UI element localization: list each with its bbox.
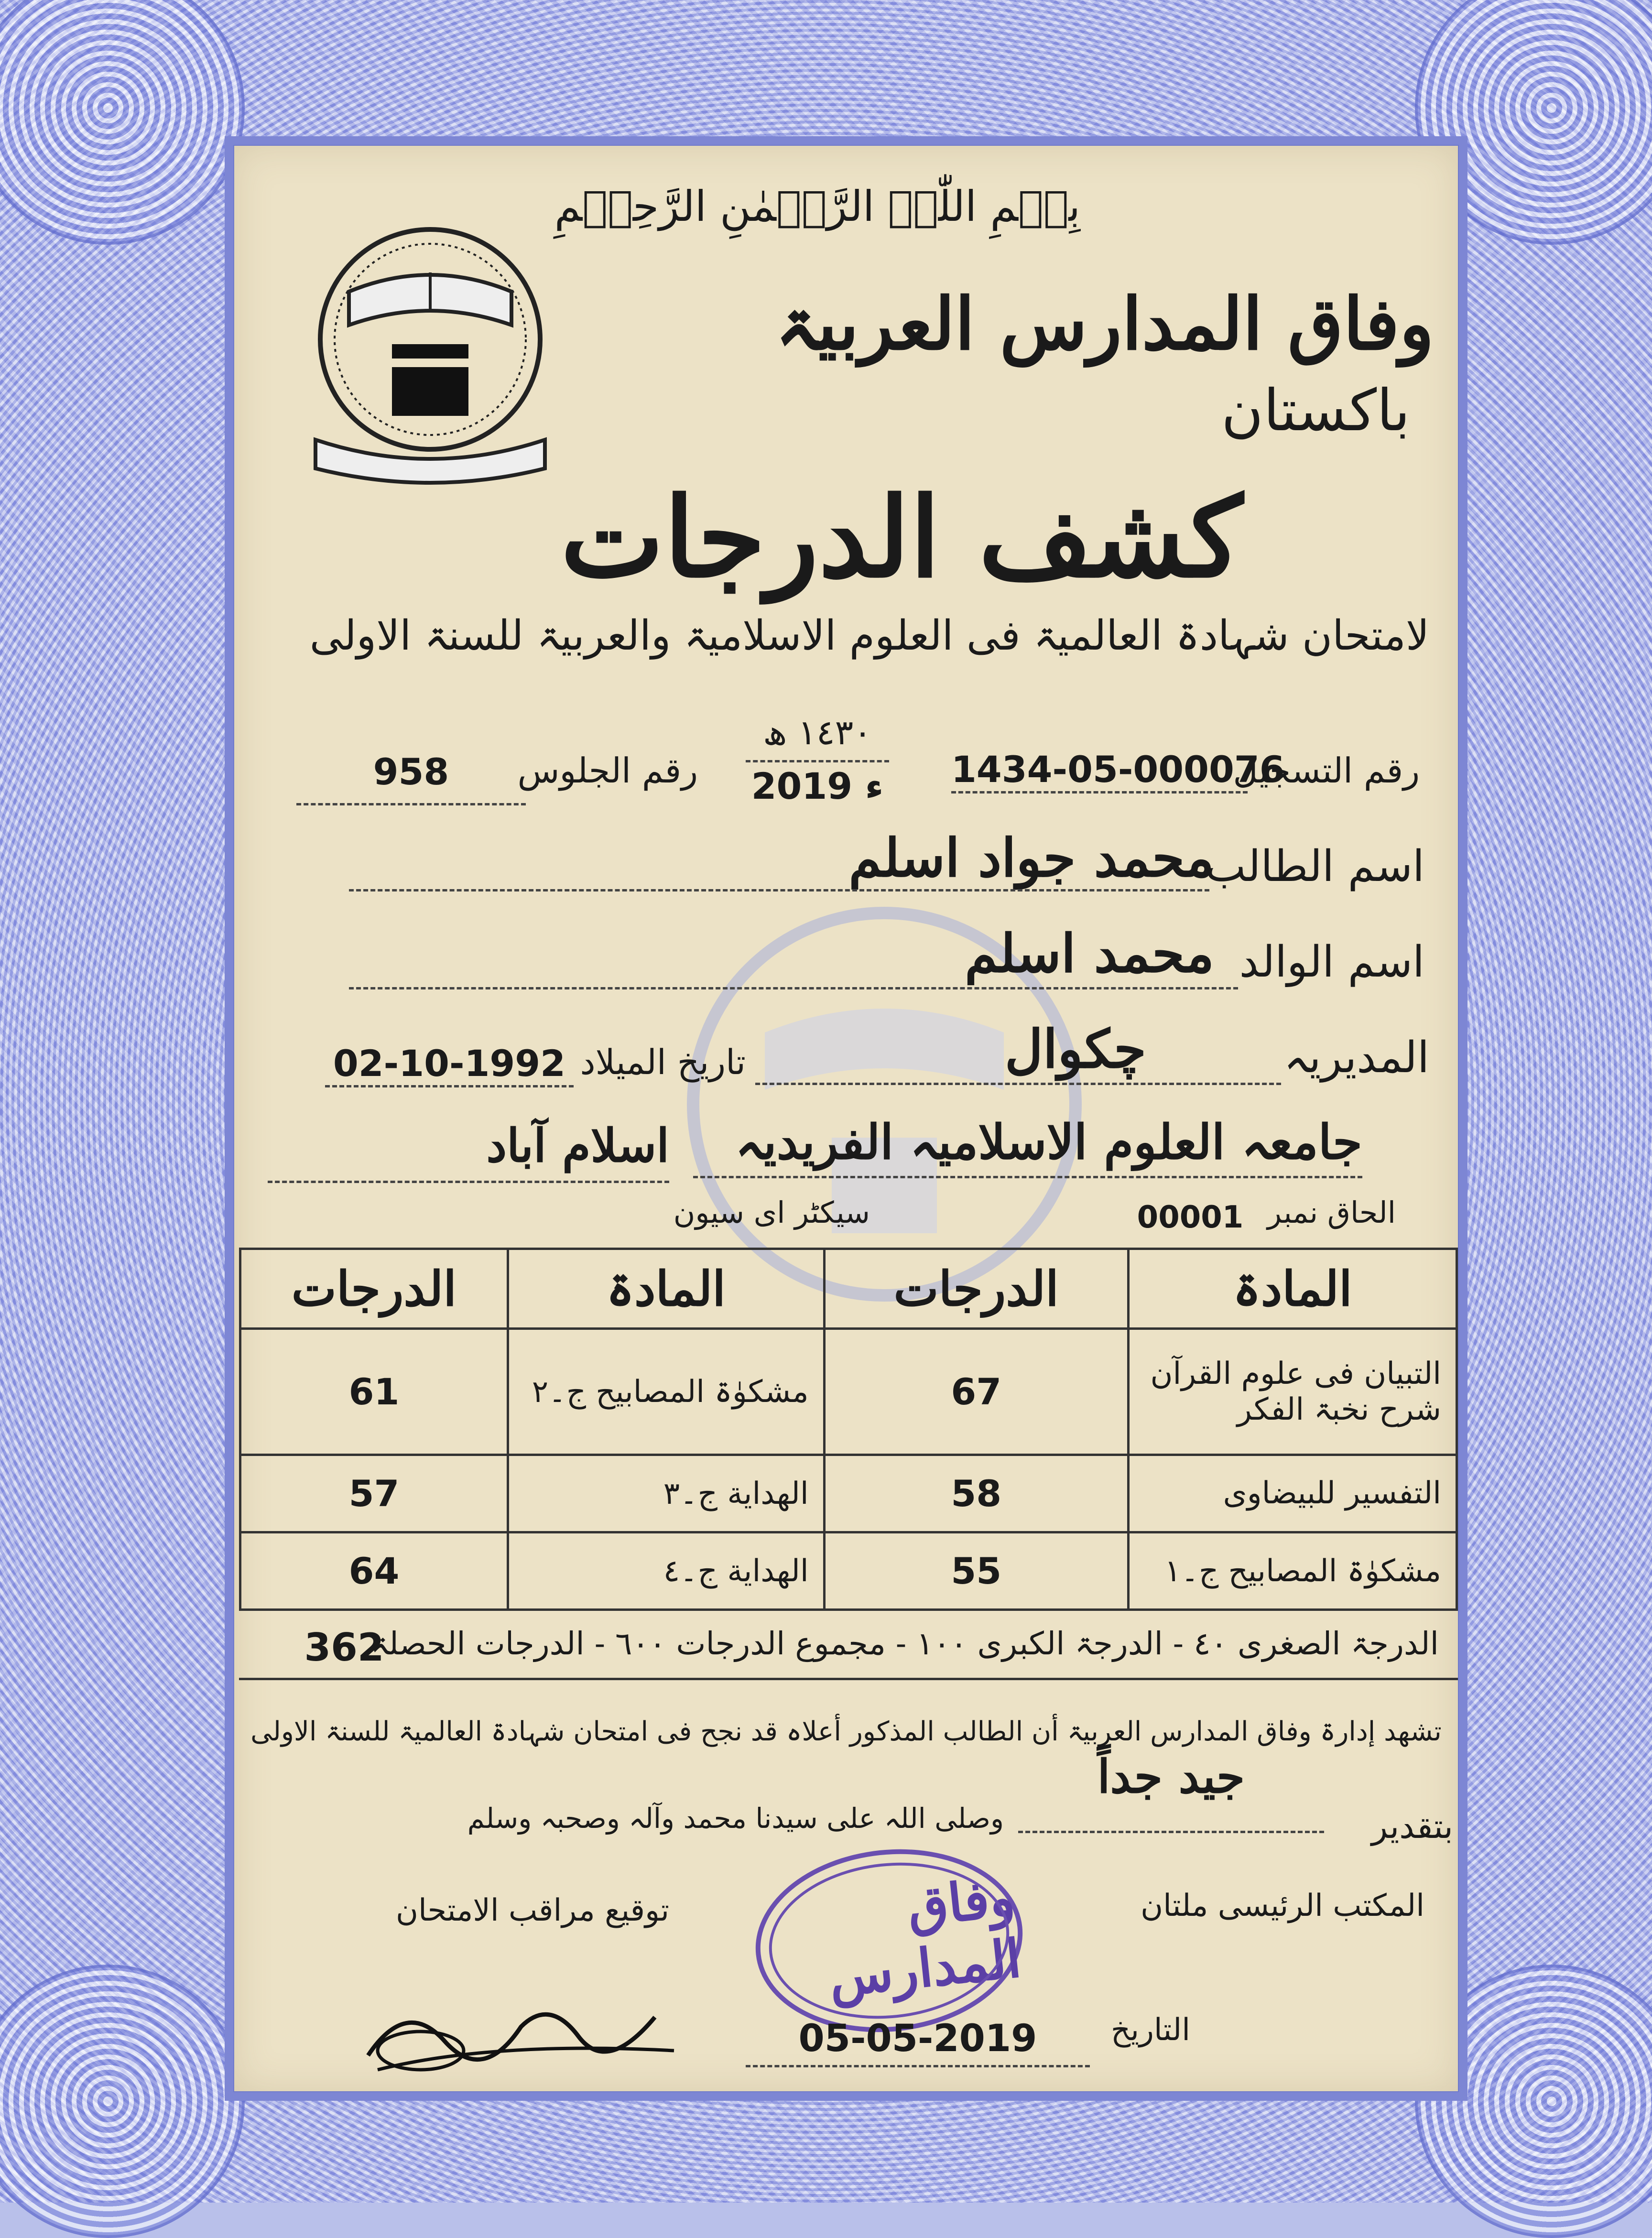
student-name-label: اسم الطالب <box>1205 841 1424 891</box>
student-name-underline <box>349 889 1209 891</box>
table-header-row <box>240 1249 1457 1329</box>
organization-logo-icon <box>277 201 583 497</box>
office-label: المکتب الرئیسی ملتان <box>1141 1888 1424 1923</box>
father-name-value: محمد اسلم <box>965 923 1214 984</box>
institution-name: جامعہ العلوم الاسلامیہ الفریدیہ <box>735 1114 1362 1170</box>
roll-label: رقم الجلوس <box>517 750 698 791</box>
stamp-text: وفاق المدارس <box>826 1866 1024 2009</box>
table-row <box>240 1532 1457 1609</box>
date-label: التاریخ <box>1110 2012 1190 2048</box>
grades-table <box>239 1248 1458 1611</box>
year-greg: 2019 ء <box>751 765 884 807</box>
grade-cell: 55 <box>824 1532 1128 1609</box>
date-underline <box>746 2065 1090 2067</box>
col-subject-right: المادۃ <box>1128 1249 1456 1329</box>
dob-underline <box>325 1085 574 1087</box>
sector-value: سیکٹر ای سیون <box>673 1195 870 1230</box>
document-title: کشف الدرجات <box>560 473 1243 602</box>
summary-text: الدرجۃ الصغری ٤٠ - الدرجۃ الکبری ١٠٠ - مجموع الدرجات ٦٠٠ - الدرجات الحصلۃ <box>370 1625 1439 1662</box>
subject-cell: الهدایة ج۔٤ <box>508 1532 824 1609</box>
signature-icon <box>349 1969 684 2089</box>
invigilator-label: توقیع مراقب الامتحان <box>395 1893 669 1928</box>
total-grade: 362 <box>304 1625 384 1670</box>
subject-cell: التفسیر للبیضاوی <box>1128 1455 1456 1532</box>
reg-value: 1434-05-000076 <box>951 748 1285 791</box>
table-row <box>240 1329 1457 1455</box>
document-subtitle: لامتحان شہادۃ العالمیۃ فی العلوم الاسلامیۃ والعربیۃ للسنۃ الاولی <box>309 612 1429 660</box>
grade-value: جید جداً <box>1097 1749 1245 1803</box>
dob-label: تاریخ المیلاد <box>580 1042 746 1082</box>
grade-cell: 58 <box>824 1455 1128 1532</box>
grade-underline <box>1018 1831 1324 1833</box>
reg-label: رقم التسجیل <box>1233 750 1420 791</box>
district-label: المدیریہ <box>1283 1032 1429 1083</box>
affiliation-label: الحاق نمبر <box>1267 1195 1396 1230</box>
dob-value: 02-10-1992 <box>333 1042 566 1085</box>
date-value: 05-05-2019 <box>798 2017 1037 2060</box>
table-row <box>240 1455 1457 1532</box>
subject-cell: مشکوٰۃ المصابیح ج۔١ <box>1128 1532 1456 1609</box>
organization-country: باکستان <box>1221 378 1410 444</box>
roll-underline <box>296 803 526 805</box>
city-value: اسلام آباد <box>486 1119 669 1173</box>
student-name-value: محمد جواد اسلم <box>848 827 1214 889</box>
col-grade-left: الدرجات <box>240 1249 508 1329</box>
col-subject-left: المادۃ <box>508 1249 824 1329</box>
father-name-label: اسم الوالد <box>1239 937 1424 987</box>
district-underline <box>755 1083 1281 1085</box>
basmala: بِسۡمِ اللّٰہِ الرَّحۡمٰنِ الرَّحِیۡمِ <box>554 182 1080 231</box>
year-hijri: ١٤٣٠ ھ <box>763 712 872 752</box>
city-underline <box>268 1181 669 1183</box>
year-divider <box>746 760 889 762</box>
salawat-text: وصلی اللہ علی سیدنا محمد وآلہ وصحبہ وسلم <box>467 1802 1004 1835</box>
col-grade-right: الدرجات <box>824 1249 1128 1329</box>
grade-cell: 61 <box>240 1329 508 1455</box>
subject-cell: الهدایة ج۔٣ <box>508 1455 824 1532</box>
father-name-underline <box>349 987 1238 989</box>
grade-label: بتقدیر <box>1371 1807 1453 1846</box>
district-value: چکوال <box>1004 1018 1147 1080</box>
institution-underline <box>693 1176 1362 1178</box>
subject-cell: التبیان فی علوم القرآن شرح نخبۃ الفکر <box>1128 1329 1456 1455</box>
subject-cell: مشکوٰۃ المصابیح ج۔٢ <box>508 1329 824 1455</box>
certification-text: تشهد إدارۃ وفاق المدارس العربیۃ أن الطالب المذکور أعلاہ قد نجح فی امتحان شہادۃ العالمیۃ للسنۃ الاولی <box>250 1716 1442 1747</box>
roll-value: 958 <box>373 750 449 793</box>
grade-cell: 64 <box>240 1532 508 1609</box>
reg-underline <box>951 791 1248 793</box>
grade-cell: 67 <box>824 1329 1128 1455</box>
organization-name: وفاق المدارس العربیۃ <box>775 282 1434 366</box>
affiliation-value: 00001 <box>1137 1200 1244 1235</box>
grade-cell: 57 <box>240 1455 508 1532</box>
